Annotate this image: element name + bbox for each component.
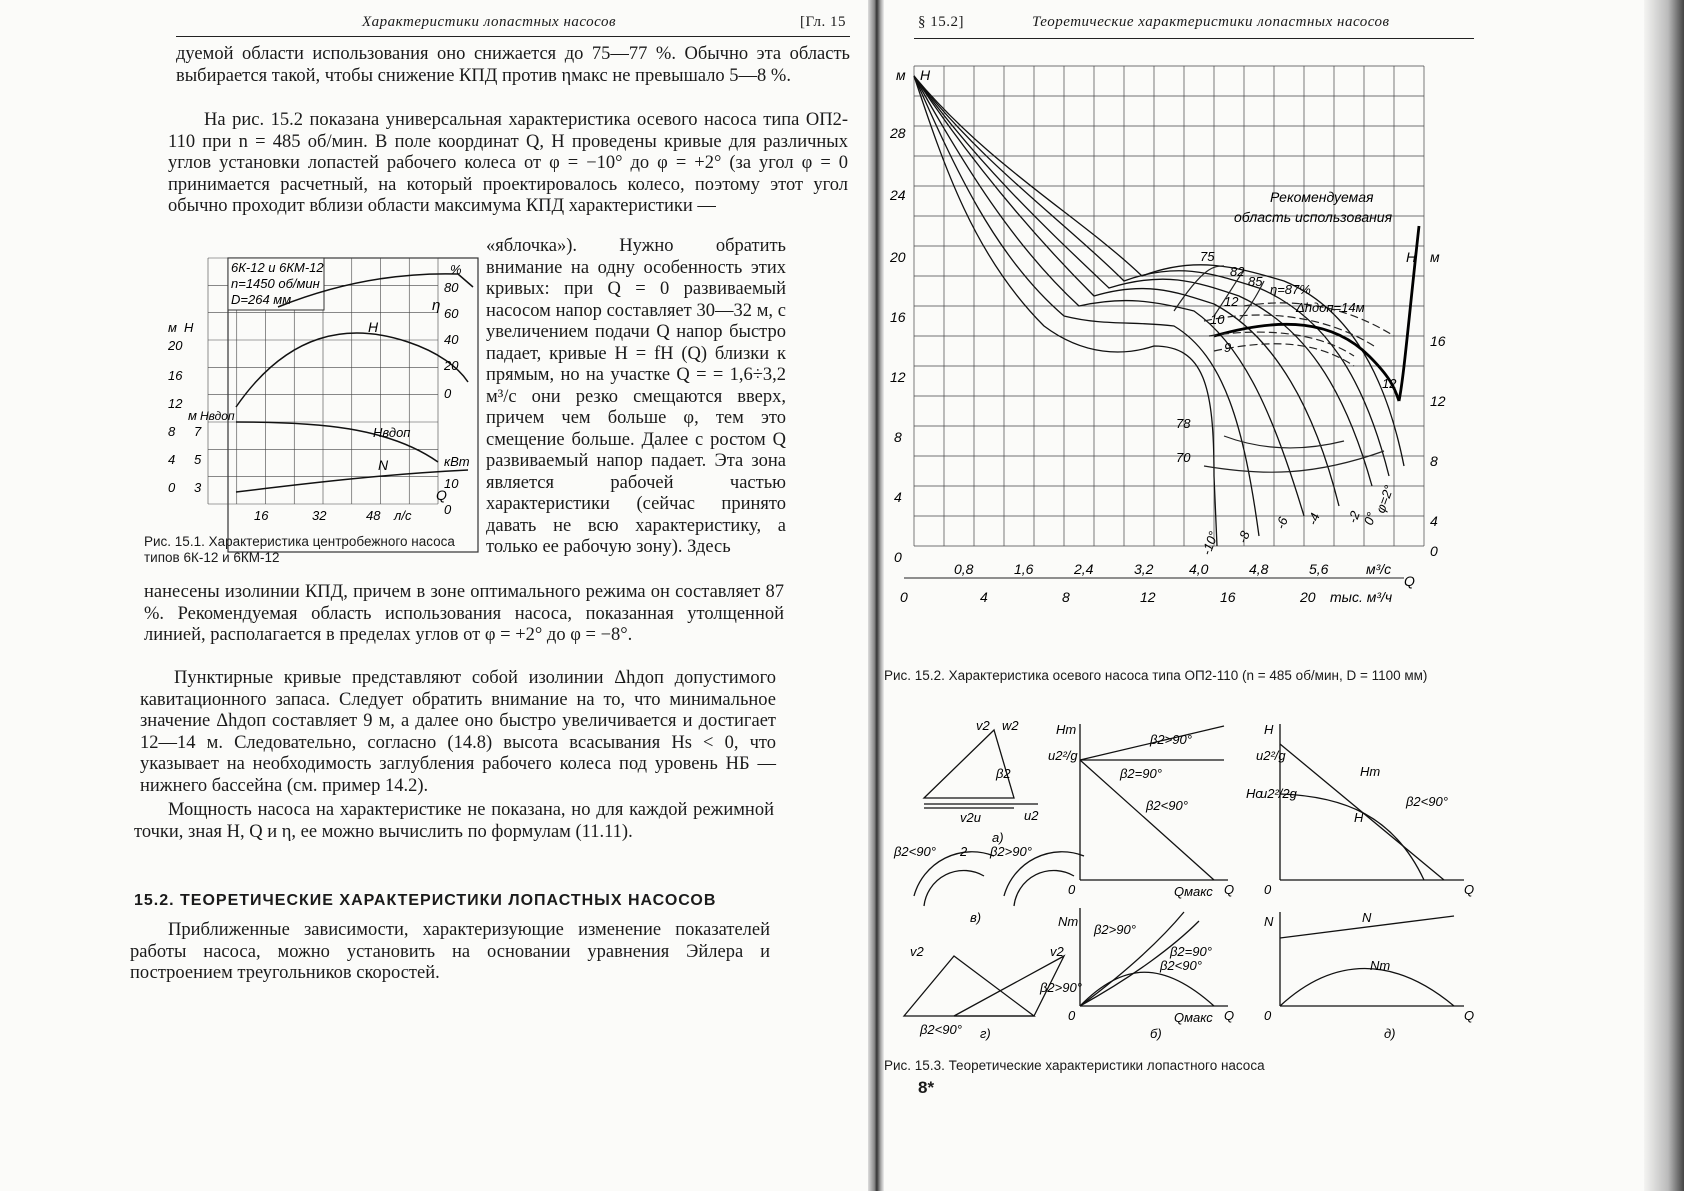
fig152-eta-78-label: 78	[1176, 416, 1191, 431]
fig152-caption: Рис. 15.2. Характеристика осевого насоса типа ОП2-110 (n = 485 об/мин, D = 1100 мм)	[884, 668, 1428, 683]
paragraph-2-top: На рис. 15.2 показана универсальная характеристика осевого насоса типа ОП2-110 при n = 485 об/мин. В поле координат Q, H проведены кривые для различных углов установки лопастей рабочего колеса от φ = −10° до φ = +2° (за угол φ = 0 принимается расчетный, на который проектировалось колесо, поэтому этот угол обычно проходит вблизи области максимума КПД характеристики —	[168, 110, 848, 216]
fig152-x-unit-m3s: м³/с	[1366, 561, 1392, 577]
fig153bb-label: б)	[1150, 1026, 1162, 1041]
paragraph-1: дуемой области использования оно снижается до 75—77 %. Обычно эта область выбирается такой, чтобы снижение КПД против ηмакс не превышало 5—8 %.	[176, 44, 850, 86]
fig151-hdop-label: Hвдоп	[373, 425, 411, 440]
fig151-x-16: 16	[254, 508, 269, 523]
fig151-x-32: 32	[312, 508, 327, 523]
fig153bb-q: Q	[1224, 1008, 1235, 1023]
fig152-eta-78	[1224, 436, 1344, 448]
fig153dt-lt: β2<90°	[1406, 794, 1448, 809]
fig152-x-48: 4,8	[1249, 561, 1269, 577]
head-rule	[176, 36, 850, 37]
fig151-hdop-ticks	[194, 424, 202, 495]
fig152-y-ticks-right	[1430, 333, 1446, 559]
section-heading: 15.2. ТЕОРЕТИЧЕСКИЕ ХАРАКТЕРИСТИКИ ЛОПАСТНЫХ НАСОСОВ	[134, 892, 717, 909]
fig153db-n-axis: N	[1264, 914, 1274, 929]
fig152-right-axis-m: м	[1430, 249, 1440, 265]
fig151-eff-0: 0	[444, 386, 452, 401]
fig152-x-32: 3,2	[1134, 561, 1154, 577]
fig152-phi-2-label: φ=2°	[1372, 483, 1397, 516]
fig153dt-h: H	[1264, 722, 1274, 737]
fig151-hdop-axis-m: м	[188, 408, 197, 423]
fig153bb-eq: β2=90°	[1170, 944, 1212, 959]
section-ref: § 15.2]	[918, 14, 964, 30]
fig153d-bot-nt	[1280, 969, 1454, 1007]
fig153db-q: Q	[1464, 1008, 1475, 1023]
fig153g-triangle-lt	[904, 956, 1034, 1016]
right-page	[884, 0, 1664, 1191]
fig153bb-nt: Nт	[1058, 914, 1079, 929]
fig151-eff-unit: %	[450, 262, 462, 277]
fig153bt-lt: β2<90°	[1146, 798, 1188, 813]
fig152-eta-75-label: 75	[1200, 249, 1215, 264]
fig151-x-ticks	[254, 508, 381, 523]
fig151-legend-2: n=1450 об/мин	[231, 276, 320, 291]
fig153v-num: 2	[960, 844, 968, 859]
fig152-phi-m10-label: -10°	[1198, 529, 1222, 558]
fig153bt-u2g: u2²/g	[1048, 748, 1078, 763]
fig152-y-0: 0	[894, 549, 902, 565]
fig153bt-zero: 0	[1068, 882, 1076, 897]
fig151-eff-20: 20	[444, 358, 459, 373]
paragraph-3: Пунктирные кривые представляют собой изолинии Δhдоп допустимого кавитационного запаса. Следует обратить внимание на то, что минимальное значение Δhдоп составляет 9 м, а далее оно быстро увеличивается и достигает 12—14 м. Следовательно, согласно (14.8) высота всасывания Hs < 0, что указывает на необходимость заглубления рабочего колеса под уровень НБ — нижнего бассейна (см. пример 14.2).	[140, 668, 776, 796]
fig153v-label: в)	[970, 910, 982, 925]
fig152-x-ticks-m3s	[954, 561, 1329, 577]
fig151-caption: Рис. 15.1. Характеристика центробежного насоса типов 6К-12 и 6КМ-12	[144, 534, 455, 565]
fig151-tick-12: 12	[168, 396, 183, 411]
fig153v-left: β2<90°	[894, 844, 936, 859]
fig152-phi-0-label: 0°	[1360, 510, 1380, 528]
fig153g-lt: β2<90°	[920, 1022, 962, 1037]
fig151-hdop-3: 3	[194, 480, 202, 495]
fig153dt-zero: 0	[1264, 882, 1272, 897]
page-number: 8*	[918, 1078, 935, 1097]
fig151-head-label: H	[368, 319, 379, 335]
fig152-x-16: 1,6	[1014, 561, 1034, 577]
fig152-eta-87-label: η=87%	[1270, 282, 1311, 297]
fig153db-nt: Nт	[1370, 958, 1391, 973]
fig153dt-q: Q	[1464, 882, 1475, 897]
fig152-yr-4: 4	[1430, 513, 1438, 529]
fig152-curve-phi-minus10	[914, 76, 1217, 546]
paragraph-5: Приближенные зависимости, характеризующие изменение показателей работы насоса, можно установить на основании уравнения Эйлера и построением треугольников скоростей.	[130, 920, 770, 983]
fig151-x-unit: л/с	[394, 508, 412, 523]
fig153bt-q: Q	[1224, 882, 1235, 897]
fig152-xt-20: 20	[1300, 589, 1316, 605]
fig153bt-qmax: Qмакс	[1174, 884, 1213, 899]
fig151-hdop-axis-label: Hвдоп	[200, 409, 235, 423]
fig152-phi-m4-label: -4	[1304, 511, 1323, 528]
fig152-xt-8: 8	[1062, 589, 1070, 605]
fig152-x-unit-thousand: тыс. м³/ч	[1330, 589, 1393, 605]
fig152-xt-12: 12	[1140, 589, 1156, 605]
fig151-eta-label: η	[432, 297, 441, 314]
fig153bt-eq: β2=90°	[1120, 766, 1162, 781]
fig152-x-24: 2,4	[1074, 561, 1094, 577]
fig151-eff-60: 60	[444, 306, 459, 321]
fig151-legend-1: 6К-12 и 6КМ-12	[231, 260, 324, 275]
fig153bb-lt: β2<90°	[1160, 958, 1202, 973]
fig152-eta-70	[1204, 451, 1384, 472]
fig152-y-ticks-left	[889, 125, 906, 565]
fig152-curve-phi-plus2	[914, 76, 1404, 466]
fig153a-v2u: v2u	[960, 810, 981, 825]
fig152-zone-label-2: область использования	[1234, 209, 1393, 225]
fig152-y-16: 16	[890, 309, 906, 325]
fig153db-label: д)	[1384, 1026, 1396, 1041]
fig153dt-u2g: u2²/g	[1256, 748, 1286, 763]
fig153a-beta: β2	[996, 766, 1011, 781]
fig153dt-ht: Hт	[1360, 764, 1381, 779]
fig152-xt-0: 0	[900, 589, 908, 605]
fig151-eff-ticks	[443, 280, 459, 401]
fig151-eff-40: 40	[444, 332, 459, 347]
paragraph-2-bottom: нанесены изолинии КПД, причем в зоне оптимального режима он составляет 87 %. Рекомендуемая область использования насоса, показанная утолщенной линией, располагается в пределах углов от φ = +2° до φ = −8°.	[144, 582, 784, 645]
fig152-eta-70-label: 70	[1176, 450, 1191, 465]
fig151-legend-3: D=264 мм	[231, 292, 292, 307]
fig152-y-8: 8	[894, 429, 902, 445]
fig152-axis-m: м	[896, 67, 906, 83]
right-running-head: Теоретические характеристики лопастных насосов	[1032, 14, 1390, 30]
fig152-npsh-12-label: 12	[1224, 294, 1239, 309]
fig151-tick-4: 4	[168, 452, 176, 467]
page-edge-shadow	[1644, 0, 1684, 1191]
fig151-legend-box	[228, 258, 324, 310]
fig153d-top-h	[1280, 794, 1424, 880]
book-gutter	[868, 0, 884, 1191]
fig152-axis-h: H	[920, 67, 931, 83]
fig151-power-label: N	[378, 457, 389, 473]
chapter-ref: [Гл. 15	[800, 14, 847, 30]
fig153g-v2r: v2	[1050, 944, 1064, 959]
fig152-curve-phi-minus2	[914, 76, 1372, 486]
fig151-axis-h: H	[184, 320, 194, 335]
fig152-y-20: 20	[890, 249, 906, 265]
fig153v-impeller-right	[1004, 852, 1084, 906]
fig152-npsh-9-label: 9	[1224, 340, 1232, 355]
fig153a-triangle	[924, 730, 1014, 798]
fig152-phi-m8-label: -8	[1234, 529, 1253, 546]
figure-15-1	[168, 252, 524, 582]
fig152-x-56: 5,6	[1309, 561, 1329, 577]
fig152-q-label: Q	[1404, 573, 1415, 589]
fig151-x-48: 48	[366, 508, 381, 523]
fig151-power-unit: кВт	[444, 454, 470, 469]
fig151-tick-16: 16	[168, 368, 183, 383]
fig151-power-10: 10	[444, 476, 459, 491]
fig152-yr-16: 16	[1430, 333, 1446, 349]
fig152-xt-4: 4	[980, 589, 988, 605]
fig153g-v2l: v2	[910, 944, 924, 959]
fig151-power-0: 0	[444, 502, 452, 517]
fig153dt-ho: Ho	[1246, 786, 1263, 801]
fig152-phi-m2-label: -2	[1344, 509, 1363, 526]
fig151-eff-80: 80	[444, 280, 459, 295]
fig151-axis-m: м	[168, 320, 177, 335]
fig152-eta-82-label: 82	[1230, 264, 1245, 279]
fig152-yr-0: 0	[1430, 543, 1438, 559]
fig151-hdop-5: 5	[194, 452, 202, 467]
fig151-left-ticks	[168, 338, 183, 495]
figure-15-2	[884, 56, 1584, 656]
fig153a-w2: w2	[1002, 718, 1019, 733]
fig153bt-gt: β2>90°	[1150, 732, 1192, 747]
fig152-x-40: 4,0	[1189, 561, 1209, 577]
fig151-hdop-7: 7	[194, 424, 202, 439]
fig152-yr-8: 8	[1430, 453, 1438, 469]
fig153g-label: г)	[980, 1026, 991, 1041]
fig152-phi-m6-label: -6	[1272, 515, 1291, 532]
fig152-eta-85-label: 85	[1248, 274, 1263, 289]
fig153bt-ht: Hт	[1056, 722, 1077, 737]
fig153db-zero: 0	[1264, 1008, 1272, 1023]
fig151-tick-8: 8	[168, 424, 176, 439]
paragraph-2-side: «яблочка»). Нужно обратить внимание на одну особенность этих кривых: при Q = 0 развиваемый насосом напор составляет 30—32 м, с увеличением подачи Q напор быстро падает, кривые H = fH (Q) близки к прямым, но на участке Q = = 1,6÷3,2 м³/с они резко смещаются вверх, причем чем больше φ, тем это смещение больше. Далее с ростом Q развиваемый напор падает. Эта зона является рабочей частью характеристики (сейчас принято давать не всю характеристику, а только ее рабочую зону). Здесь	[486, 236, 786, 557]
fig152-npsh-14-label: Δhдоп=14м	[1296, 300, 1365, 315]
right-head-rule	[914, 38, 1474, 39]
fig153bb-qmax: Qмакс	[1174, 1010, 1213, 1025]
fig152-y-4: 4	[894, 489, 902, 505]
fig152-right-axis-h: H	[1406, 249, 1417, 265]
fig151-tick-0: 0	[168, 480, 176, 495]
fig152-y-24: 24	[890, 187, 906, 203]
fig153-caption: Рис. 15.3. Теоретические характеристики лопастного насоса	[884, 1058, 1265, 1073]
fig151-q-label: Q	[436, 487, 447, 503]
fig152-npsh-12r-label: 12	[1382, 376, 1397, 391]
fig151-tick-20: 20	[168, 338, 183, 353]
fig153dt-u22g: u2²/2g	[1260, 786, 1297, 801]
fig152-y-28: 28	[890, 125, 906, 141]
paragraph-4: Мощность насоса на характеристике не показана, но для каждой режимной точки, зная H, Q и η, ее можно вычислить по формулам (11.11).	[134, 800, 774, 842]
fig153bb-gt: β2>90°	[1094, 922, 1136, 937]
fig153dt-hh: H	[1354, 810, 1364, 825]
figure-15-3	[884, 716, 1524, 1052]
fig153v-impeller-left	[914, 852, 994, 906]
fig153bb-zero: 0	[1068, 1008, 1076, 1023]
fig153a-label: а)	[992, 830, 1004, 845]
fig152-yr-12: 12	[1430, 393, 1446, 409]
fig152-npsh-10-label: 10	[1210, 312, 1225, 327]
fig153a-v2: v2	[976, 718, 990, 733]
fig152-zone-label-1: Рекомендуемая	[1270, 189, 1374, 205]
fig153g-gt: β2>90°	[1040, 980, 1082, 995]
fig153a-u2: u2	[1024, 808, 1039, 823]
fig152-x-ticks-thousand	[900, 589, 1316, 605]
left-running-head: Характеристики лопастных насосов	[362, 14, 616, 30]
fig153v-right: β2>90°	[990, 844, 1032, 859]
fig152-xt-16: 16	[1220, 589, 1236, 605]
fig153b-bot-lt	[1080, 972, 1214, 1006]
fig153db-n: N	[1362, 910, 1372, 925]
fig152-x-08: 0,8	[954, 561, 974, 577]
fig152-y-12: 12	[890, 369, 906, 385]
